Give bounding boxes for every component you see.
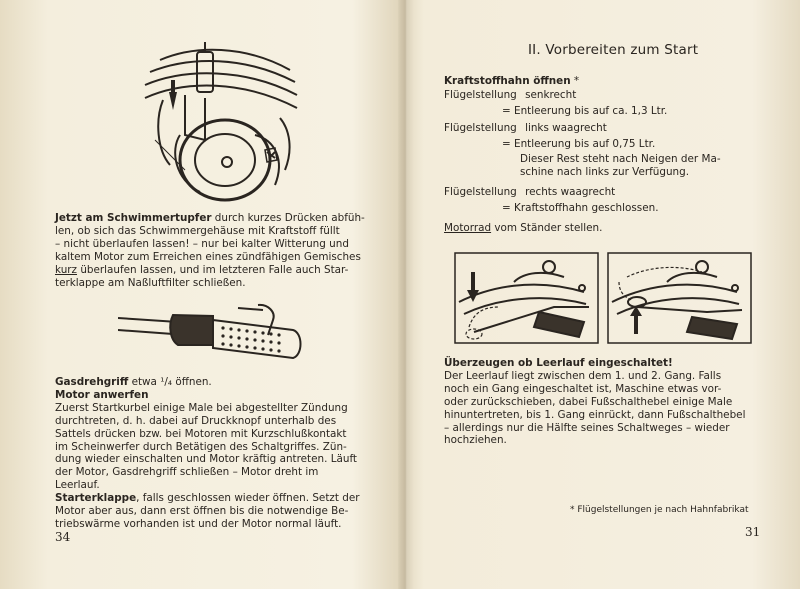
left-page-number: 34 — [55, 530, 71, 544]
float-kurz: kurz — [55, 263, 78, 276]
position-1-value: senkrecht — [525, 89, 577, 101]
gas-rest: etwa ¹/₄ öffnen. — [128, 376, 212, 388]
right-page-number: 31 — [745, 525, 761, 539]
leerlauf-line-2: noch ein Gang eingeschaltet ist, Maschine etwas vor- — [444, 382, 722, 395]
position-3-result: = Kraftstoffhahn geschlossen. — [502, 202, 659, 214]
gas-lead: Gasdrehgriff — [55, 376, 129, 388]
position-2-note-2: schine nach links zur Verfügung. — [520, 165, 690, 178]
kraft-heading-row — [444, 75, 579, 87]
section-heading: II. Vorbereiten zum Start — [528, 42, 699, 58]
motor-line-4: im Scheinwerfer durch Betätigen des Schaltgriffes. Zün- — [55, 440, 347, 453]
float-line5: überlaufen lassen, und im letzteren Falle auch Star- — [77, 263, 349, 276]
motor-line-6: der Motor, Gasdrehgriff schließen – Motor dreht im — [55, 466, 319, 479]
position-2-result: = Entleerung bis auf 0,75 Ltr. — [502, 138, 656, 150]
position-1-label: Flügelstellung — [444, 89, 517, 101]
motorrad-row — [444, 222, 602, 234]
kraft-star: * — [570, 75, 580, 87]
float-paragraph — [55, 212, 370, 289]
position-2-note-1: Dieser Rest steht nach Neigen der Ma- — [520, 153, 721, 165]
motor-line-7: Leerlauf. — [55, 479, 100, 492]
leerlauf-heading: Überzeugen ob Leerlauf eingeschaltet! — [444, 357, 673, 369]
leerlauf-line-6: hochziehen. — [444, 434, 507, 447]
motor-line-2: durchtreten, d. h. dabei auf Druckknopf unterhalb des — [55, 414, 337, 427]
leerlauf-line-5: – allerdings nur die Hälfte seines Schaltweges – wieder — [444, 421, 730, 434]
leerlauf-line-3: oder zurückschieben, dabei Fußschalthebel einige Male — [444, 395, 733, 408]
float-line1: durch kurzes Drücken abfüh- — [211, 212, 365, 224]
motor-heading: Motor anwerfen — [55, 388, 149, 401]
position-3-value: rechts waagrecht — [525, 186, 616, 198]
gear-lever-left-illustration — [454, 252, 599, 344]
starter-rest: , falls geschlossen wieder öffnen. Setzt der — [136, 492, 360, 505]
position-3-row — [444, 186, 615, 198]
float-line4: kaltem Motor zum Erreichen eines zündfähigen Gemisches — [55, 250, 361, 263]
gear-lever-right-illustration — [607, 252, 752, 344]
position-3-label: Flügelstellung — [444, 186, 517, 198]
position-2-value: links waagrecht — [525, 122, 607, 134]
float-lead: Jetzt am Schwimmertupfer — [55, 212, 212, 224]
starter-line-2: triebswärme vorhanden ist und der Motor normal läuft. — [55, 517, 342, 530]
throttle-grip-illustration — [118, 300, 308, 375]
right-page — [410, 0, 800, 589]
float-line3: – nicht überlaufen lassen! – nur bei kalter Witterung und — [55, 237, 349, 250]
starter-heading: Starterklappe — [55, 492, 137, 505]
float-line6: terklappe am Naßluftfilter schließen. — [55, 276, 246, 289]
position-2-note — [520, 153, 750, 179]
position-1-row — [444, 89, 576, 101]
carburetor-illustration — [125, 40, 300, 205]
footnote: * Flügelstellungen je nach Hahnfabrikat — [570, 505, 749, 515]
starter-line-1: Motor aber aus, dann erst öffnen bis die notwendige Be- — [55, 505, 349, 518]
motor-line-3: Sattels drücken bzw. bei Motoren mit Kurzschlußkontakt — [55, 427, 347, 440]
leerlauf-paragraph — [444, 357, 762, 447]
leerlauf-line-1: Der Leerlauf liegt zwischen dem 1. und 2. Gang. Falls — [444, 369, 722, 382]
position-2-label: Flügelstellung — [444, 122, 517, 134]
motor-line-1: Zuerst Startkurbel einige Male bei abgestellter Zündung — [55, 401, 348, 414]
float-line2: len, ob sich das Schwimmergehäuse mit Kraftstoff füllt — [55, 224, 340, 237]
motor-line-5: dung wieder einschalten und Motor kräftig antreten. Läuft — [55, 453, 357, 466]
kraft-heading: Kraftstoffhahn öffnen — [444, 75, 571, 87]
position-1-result: = Entleerung bis auf ca. 1,3 Ltr. — [502, 105, 668, 117]
leerlauf-line-4: hinuntertreten, bis 1. Gang einrückt, dann Fußschalthebel — [444, 408, 746, 421]
position-2-row — [444, 122, 607, 134]
motorrad-word: Motorrad — [444, 222, 492, 234]
motorrad-rest: vom Ständer stellen. — [491, 222, 603, 234]
gas-paragraph — [55, 376, 370, 531]
